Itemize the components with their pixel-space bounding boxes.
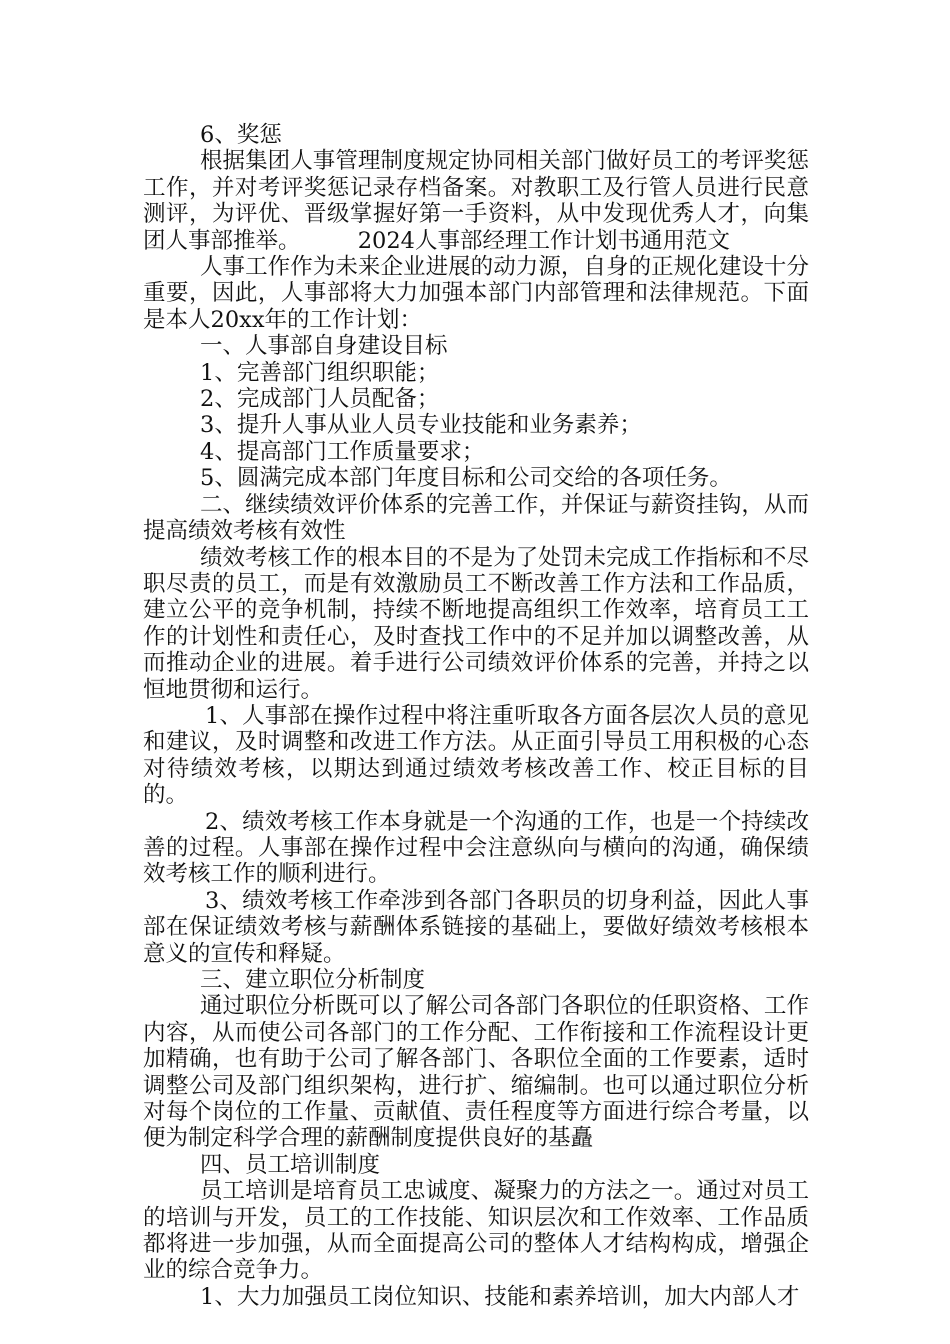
paragraph-performance: 绩效考核工作的根本目的不是为了处罚未完成工作指标和不尽职尽责的员工，而是有效激励员工不断改善工作方法和工作品质，建立公平的竞争机制，持续不断地提高组织工作效率，培育员工工作的计划性和责任心，及时查找工作中的不足并加以调整改善，从而推动企业的进展。着手进行公司绩效评价体系的完善，并持之以恒地贯彻和运行。 — [143, 544, 809, 703]
list-item: 5、圆满完成本部门年度目标和公司交给的各项任务。 — [200, 465, 732, 492]
list-item: 4、提高部门工作质量要求； — [200, 438, 485, 465]
list-item: 1、完善部门组织职能； — [200, 359, 440, 386]
list-item: 2、绩效考核工作本身就是一个沟通的工作，也是一个持续改善的过程。人事部在操作过程中会注意纵向与横向的沟通，确保绩效考核工作的顺利进行。 — [143, 808, 809, 888]
list-item: 3、提升人事从业人员专业技能和业务素养； — [200, 412, 642, 439]
list-item: 2、完成部门人员配备； — [200, 386, 440, 413]
paragraph-reward-body: 根据集团人事管理制度规定协同相关部门做好员工的考评奖惩工作，并对考评奖惩记录存档备案。对教职工及行管人员进行民意测评，为评优、晋级掌握好第一手资料，从中发现优秀人才，向集团人事部推举。 2024人事部经理工作计划书通用范文 — [143, 148, 809, 254]
paragraph-training: 员工培训是培育员工忠诚度、凝聚力的方法之一。通过对员工的培训与开发，员工的工作技能、知识层次和工作效率、工作品质都将进一步加强，从而全面提高公司的整体人才结构构成，增强企业的综合竞争力。 — [143, 1178, 809, 1284]
list-item: 3、绩效考核工作牵涉到各部门各职员的切身利益，因此人事部在保证绩效考核与薪酬体系链接的基础上，要做好绩效考核根本意义的宣传和释疑。 — [143, 887, 809, 967]
section-heading-4: 四、员工培训制度 — [200, 1151, 381, 1178]
section-heading-1: 一、人事部自身建设目标 — [200, 333, 448, 360]
paragraph-reward-heading: 6、奖惩 — [200, 122, 282, 148]
paragraph-intro: 人事工作作为未来企业进展的动力源，自身的正规化建设十分重要，因此，人事部将大力加强本部门内部管理和法律规范。下面是本人20xx年的工作计划： — [143, 254, 809, 333]
paragraph-job-analysis: 通过职位分析既可以了解公司各部门各职位的任职资格、工作内容，从而使公司各部门的工作分配、工作衔接和工作流程设计更加精确，也有助于公司了解各部门、各职位全面的工作要素，适时调整公司及部门组织架构，进行扩、缩编制。也可以通过职位分析对每个岗位的工作量、贡献值、责任程度等方面进行综合考量，以便为制定科学合理的薪酬制度提供良好的基矗 — [143, 993, 809, 1152]
document-body — [143, 122, 809, 1310]
section-heading-2: 二、继续绩效评价体系的完善工作，并保证与薪资挂钩，从而提高绩效考核有效性 — [143, 491, 809, 545]
list-item: 1、人事部在操作过程中将注重听取各方面各层次人员的意见和建议，及时调整和改进工作方法。从正面引导员工用积极的心态对待绩效考核，以期达到通过绩效考核改善工作、校正目标的目的。 — [143, 702, 809, 809]
section-heading-3: 三、建立职位分析制度 — [200, 967, 426, 993]
list-item: 1、大力加强员工岗位知识、技能和素养培训，加大内部人才 — [200, 1283, 800, 1310]
